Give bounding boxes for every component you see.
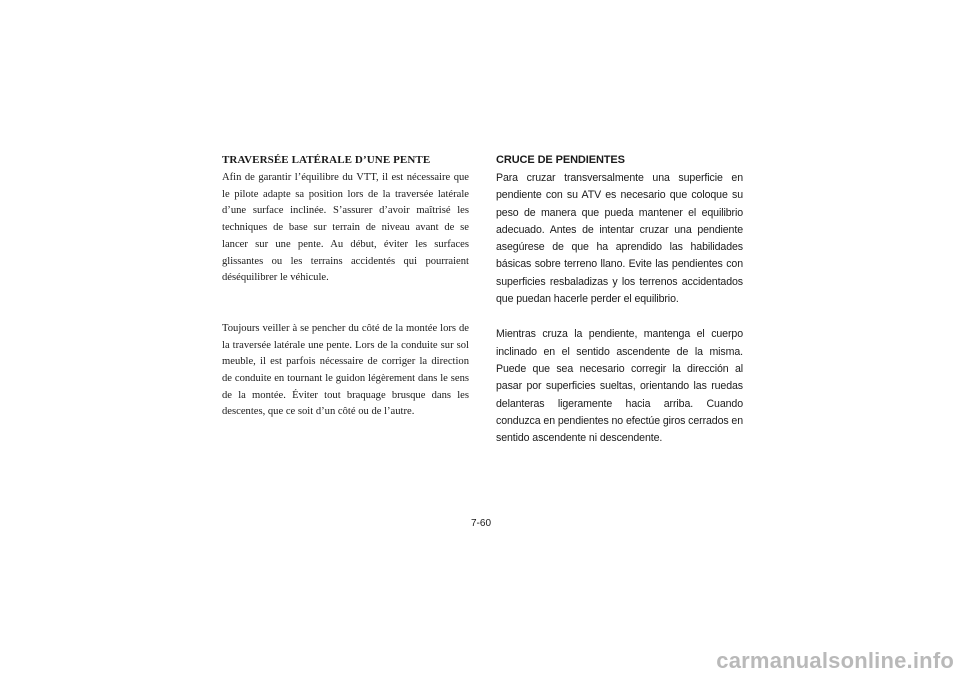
spanish-paragraph-1: Para cruzar transversalmente una superficie en pendiente con su ATV es necesario que coloque su peso de manera que pueda mantener el equilibrio adecuado. Antes de intentar cruzar una pendiente asegúrese de que ha aprendido las habilidades básicas sobre terreno llano. Evite las pendientes con superficies resbaladizas y los terrenos accidentados que puedan hacerle perder el equilibrio. bbox=[496, 172, 743, 306]
spanish-heading: CRUCE DE PENDIENTES bbox=[496, 154, 625, 166]
watermark-logo: carmanualsonline.info bbox=[716, 648, 954, 673]
french-heading: TRAVERSÉE LATÉRALE D’UNE PENTE bbox=[222, 154, 431, 166]
french-column bbox=[222, 152, 469, 421]
french-paragraph-1: Afin de garantir l’équilibre du VTT, il est nécessaire que le pilote adapte sa position lors de la traversée latérale d’une surface inclinée. S’assurer d’avoir maîtrisé les techniques de base sur terrain de niveau avant de se lancer sur une pente. Au début, éviter les surfaces glissantes ou les terrains accidentés qui pourraient déséquilibrer le véhicule. bbox=[222, 172, 469, 284]
page-number: 7-60 bbox=[470, 518, 491, 529]
spanish-paragraph-2: Mientras cruza la pendiente, mantenga el cuerpo inclinado en el sentido ascendente de la misma. Puede que sea necesario corregir la dirección al pasar por superficies sueltas, orientando las ruedas delanteras ligeramente hacia arriba. Cuando conduzca en pendientes no efectúe giros cerrados en sentido ascendente ni descendente. bbox=[496, 328, 743, 445]
french-paragraph-2: Toujours veiller à se pencher du côté de la montée lors de la traversée latérale une pente. Lors de la conduite sur sol meuble, il est parfois nécessaire de corriger la direction de conduite en tournant le guidon légèrement dans le sens de la montée. Éviter tout braquage brusque dans les descentes, que ce soit d’un côté ou de l’autre. bbox=[222, 322, 469, 418]
spanish-column bbox=[496, 152, 743, 447]
